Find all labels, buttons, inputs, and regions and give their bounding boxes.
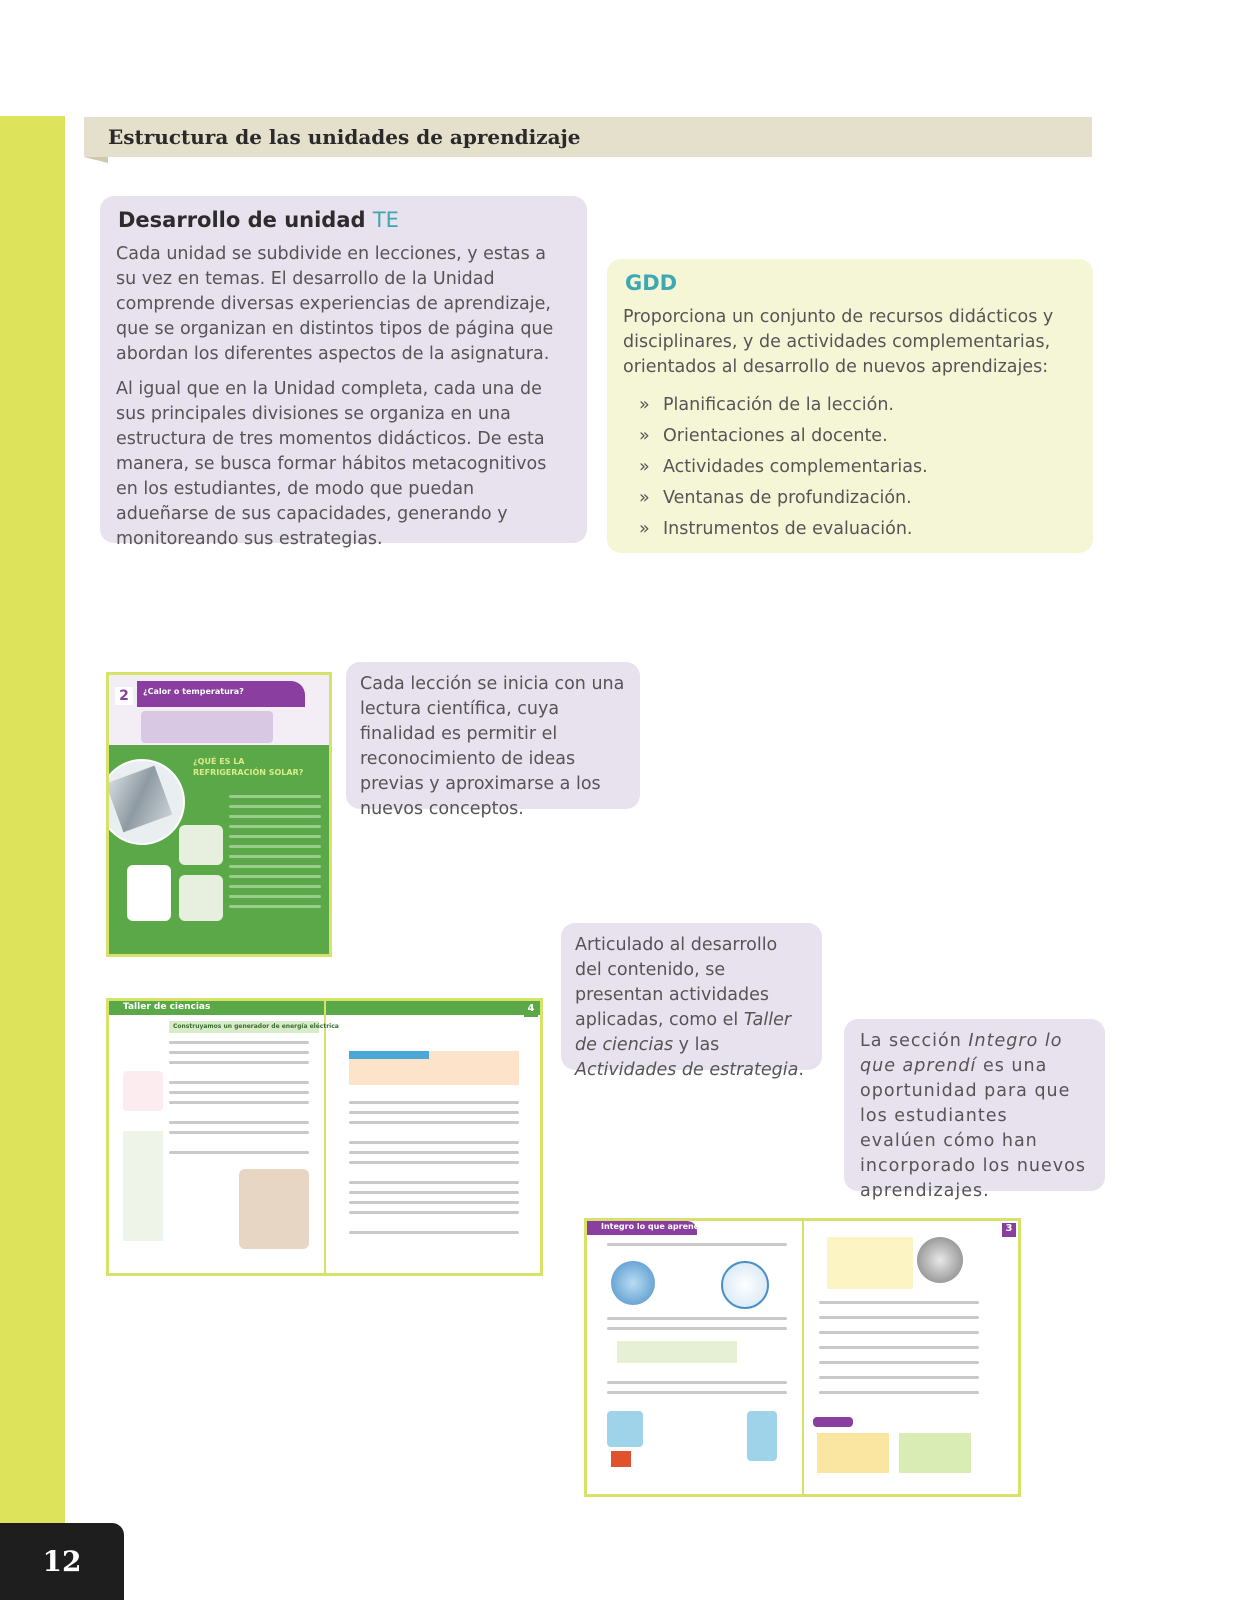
taller-spread-thumbnail	[106, 998, 543, 1276]
bullet-marker: »	[639, 519, 650, 539]
te-tag: TE	[372, 208, 399, 232]
taller-de-ciencias-term: Taller de ciencias	[575, 1010, 792, 1055]
te-paragraph-2: Al igual que en la Unidad completa, cada una de sus principales divisiones se organiza en una estructura de tres momentos didácticos. De esta manera, se busca formar hábitos metacognitivos en los estudiantes, de modo que puedan adueñarse de sus capacidades, generando y monitoreando sus estrategias.	[116, 379, 547, 549]
integro-badge: Integro lo que aprendí	[601, 1222, 703, 1231]
te-box-title: Desarrollo de unidad	[118, 208, 366, 232]
applied-activities-callout: Articulado al desarrollo del contenido, se presentan actividades aplicadas, como el Taller de ciencias y las Actividades de estrategia.	[561, 923, 822, 1070]
lesson-thumb-title: ¿Calor o temperatura?	[143, 687, 244, 696]
list-item: » Actividades complementarias.	[639, 452, 1077, 483]
te-box-heading	[118, 208, 571, 232]
list-item: » Planificación de la lección.	[639, 390, 1077, 421]
bullet-marker: »	[639, 395, 650, 415]
side-color-band	[0, 116, 65, 1600]
gdd-description-box	[607, 259, 1093, 553]
list-item: » Orientaciones al docente.	[639, 421, 1077, 452]
lesson-thumb-headline-1: ¿QUÉ ES LA	[193, 757, 245, 766]
lesson-start-callout: Cada lección se inicia con una lectura científica, cuya finalidad es permitir el reconocimiento de ideas previas y aproximarse a los nuevos conceptos.	[346, 662, 640, 809]
page-number: 12	[0, 1523, 124, 1600]
lesson-thumb-headline-2: REFRIGERACIÓN SOLAR?	[193, 768, 304, 777]
bullet-marker: »	[639, 426, 650, 446]
page-title: Estructura de las unidades de aprendizaje	[108, 125, 581, 149]
lesson-page-thumbnail	[106, 672, 332, 957]
gdd-resource-list	[639, 390, 1077, 545]
taller-badge: Taller de ciencias	[123, 1002, 211, 1012]
gdd-intro: Proporciona un conjunto de recursos didácticos y disciplinares, y de actividades complementarias, orientados al desarrollo de nuevos aprendizajes:	[623, 307, 1054, 377]
integro-term: Integro lo que aprendí	[860, 1031, 1063, 1076]
list-item: » Ventanas de profundización.	[639, 483, 1077, 514]
list-item: » Instrumentos de evaluación.	[639, 514, 1077, 545]
integro-callout: La sección Integro lo que aprendí es una oportunidad para que los estudiantes evalúen cómo han incorporado los nuevos aprendizajes.	[844, 1019, 1105, 1191]
integro-spread-thumbnail	[584, 1218, 1021, 1497]
bullet-marker: »	[639, 488, 650, 508]
te-paragraph-1: Cada unidad se subdivide en lecciones, y estas a su vez en temas. El desarrollo de la Unidad comprende diversas experiencias de aprendizaje, que se organizan en distintos tipos de página que abordan los diferentes aspectos de la asignatura.	[116, 244, 554, 364]
gdd-box-title: GDD	[625, 271, 678, 295]
lesson-number: 2	[115, 687, 133, 705]
taller-page-tag: 4	[524, 1003, 538, 1017]
bullet-marker: »	[639, 457, 650, 477]
section-header	[84, 117, 1092, 157]
actividades-de-estrategia-term: Actividades de estrategia	[575, 1060, 799, 1080]
integro-page-tag: 3	[1002, 1223, 1016, 1237]
taller-thumb-title: Construyamos un generador de energía eléctrica	[173, 1023, 339, 1030]
te-description-box	[100, 196, 587, 549]
